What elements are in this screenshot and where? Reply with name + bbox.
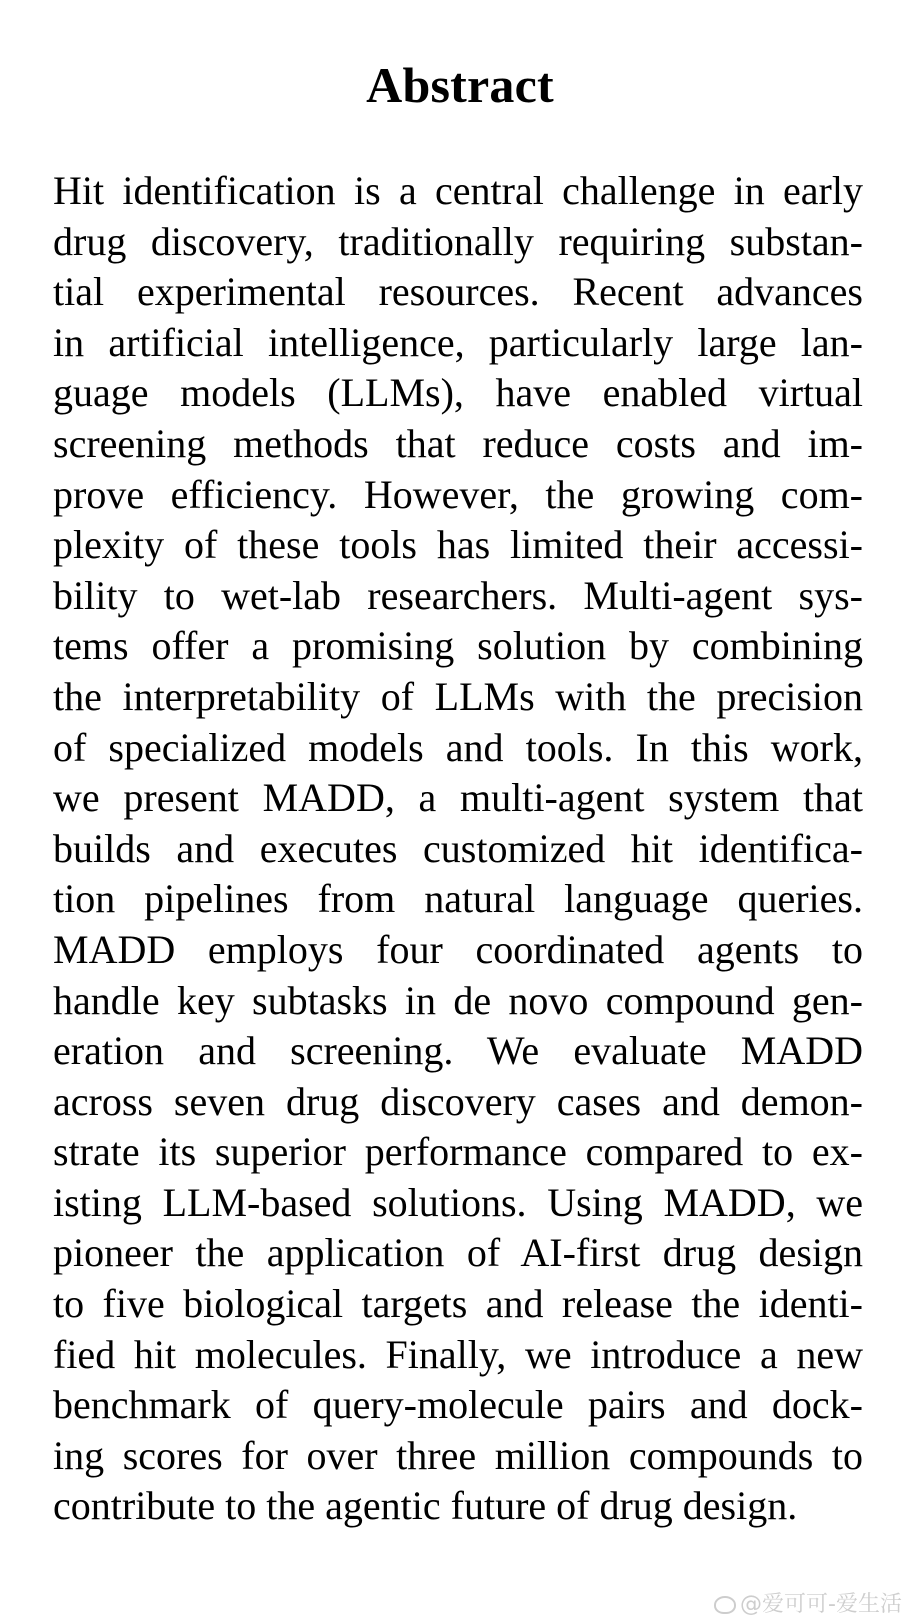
abstract-line: tems offer a promising solution by combining [53,623,863,669]
watermark-text: @爱可可-爱生活 [740,1592,902,1617]
abstract-line: in artificial intelligence, particularly large lan- [53,319,863,365]
abstract-line: across seven drug discovery cases and demon- [53,1078,863,1124]
abstract-line: we present MADD, a multi-agent system that [53,775,863,821]
abstract-line: guage models (LLMs), have enabled virtual [53,370,863,416]
abstract-line: plexity of these tools has limited their accessi- [53,522,863,568]
abstract-line: MADD employs four coordinated agents to [53,926,863,972]
abstract-line: contribute to the agentic future of drug design. [53,1483,798,1529]
abstract-line: ing scores for over three million compounds to [53,1432,863,1478]
abstract-line: to five biological targets and release the identi- [53,1281,863,1327]
abstract-line: isting LLM-based solutions. Using MADD, we [53,1179,863,1225]
abstract-line: fied hit molecules. Finally, we introduce a new [53,1331,863,1377]
abstract-line: benchmark of query-molecule pairs and dock- [53,1382,863,1428]
abstract-line: prove efficiency. However, the growing com- [53,471,863,517]
abstract-line: pioneer the application of AI-first drug design [53,1230,863,1276]
abstract-line: screening methods that reduce costs and im- [53,420,863,466]
abstract-line: Hit identification is a central challenge in early [53,168,863,213]
weibo-logo-icon [714,1596,736,1614]
abstract-line: eration and screening. We evaluate MADD [53,1028,863,1074]
abstract-line: tial experimental resources. Recent advances [53,269,863,315]
abstract-line: strate its superior performance compared to ex- [53,1129,863,1175]
abstract-line: of specialized models and tools. In this work, [53,724,863,770]
abstract-line: bility to wet-lab researchers. Multi-agent sys- [53,572,863,618]
abstract-heading: Abstract [366,57,554,113]
abstract-line: drug discovery, traditionally requiring substan- [53,218,863,264]
abstract-line: the interpretability of LLMs with the precision [53,673,863,719]
abstract-body [53,166,863,1532]
abstract-line: handle key subtasks in de novo compound gen- [53,977,863,1023]
watermark [714,1587,902,1618]
abstract-line: tion pipelines from natural language queries. [53,876,863,922]
abstract-line: builds and executes customized hit identifica- [53,825,863,871]
